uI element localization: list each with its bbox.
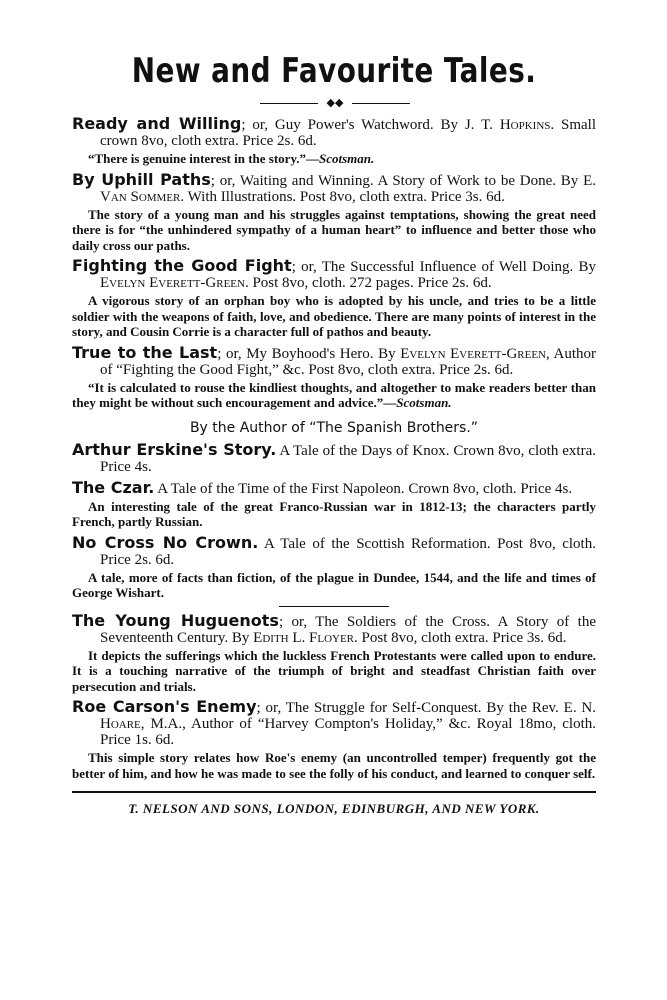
author-subheading: By the Author of “The Spanish Brothers.” [189, 419, 479, 436]
book-description [72, 293, 596, 340]
description-text: “There is genuine interest in the story.”— [88, 151, 319, 166]
book-description [72, 570, 596, 601]
book-description [72, 499, 596, 530]
section-rule [279, 606, 389, 607]
description-text: A tale, more of facts than fiction, of the plague in Dundee, 1544, and the life and times of George Wishart. [72, 569, 596, 600]
book-heading [72, 116, 596, 149]
title-separator: ; [278, 613, 292, 630]
book-details-cont: M.A., Author of “Harvey Compton's Holiday,” &c. Royal 18mo, cloth. Price 1s. 6d. [100, 716, 596, 748]
book-heading [72, 439, 596, 475]
description-text: The story of a young man and his struggles against temptations, showing the great need there is for “the unhindered sympathy of a human heart” to influence and better those who daily cross our paths. [72, 206, 596, 253]
book-details-cont: Small crown 8vo, cloth extra. Price 2s. 6d. [100, 117, 597, 149]
book-title: Ready and Willing [72, 114, 242, 133]
advertisement-page [72, 46, 596, 817]
book-author: Evelyn Everett-Green, [400, 345, 550, 362]
book-entry [72, 532, 596, 601]
book-details: A Tale of the Scottish Reformation. Post 8vo, cloth. Price 2s. 6d. [100, 535, 596, 568]
book-title: The Czar. [72, 477, 155, 497]
book-title: Fighting the Good Fight [72, 256, 292, 275]
book-heading [72, 699, 596, 748]
book-description [72, 207, 596, 254]
book-description [72, 648, 596, 695]
book-entry [72, 116, 596, 167]
book-author: Hoare, [100, 716, 145, 732]
title-separator: ; [256, 700, 266, 716]
book-title: Arthur Erskine's Story. [72, 439, 277, 459]
title-ornament [72, 98, 596, 110]
review-source: Scotsman. [396, 395, 452, 410]
book-heading [72, 610, 597, 646]
ornament-rule-left [260, 103, 318, 104]
publisher-imprint: T. NELSON AND SONS, LONDON, EDINBURGH, AND NEW YORK. [128, 801, 540, 816]
book-details: or, Waiting and Winning. A Story of Work to be Done. By E. [219, 172, 596, 189]
book-author: Edith L. Floyer. [253, 629, 358, 646]
book-author: Hopkins. [499, 117, 555, 133]
book-entry [72, 258, 596, 340]
book-heading [72, 477, 596, 497]
book-title: True to the Last [72, 342, 218, 362]
book-description [72, 380, 596, 411]
footer-rule [72, 791, 596, 793]
book-entry [72, 699, 596, 781]
book-description [72, 151, 596, 167]
description-text: “It is calculated to rouse the kindliest thoughts, and altogether to make readers better than they might be without such encouragement and advice.”— [72, 379, 596, 410]
book-details: or, The Successful Influence of Well Doing. By [301, 259, 597, 275]
book-description [72, 750, 596, 781]
title-separator: ; [291, 259, 302, 275]
description-text: A vigorous story of an orphan boy who is adopted by his uncle, and tries to be a little soldier with the weapons of faith, love, and obedience. There are many points of interest in the story, and Cousin Corrie is a character full of pathos and beauty. [72, 293, 596, 339]
ornament-rule-right [352, 103, 410, 104]
book-details-cont: With Illustrations. Post 8vo, cloth extra. Price 3s. 6d. [184, 188, 505, 205]
book-entry [72, 477, 596, 530]
title-separator: ; [241, 117, 253, 133]
book-list-2 [72, 439, 596, 601]
book-heading [72, 258, 596, 291]
book-list-1 [72, 116, 596, 411]
book-details: or, Guy Power's Watchword. By J. T. [252, 117, 500, 133]
book-details: A Tale of the Days of Knox. Crown 8vo, cloth extra. Price 4s. [100, 442, 596, 475]
book-author: Van Sommer. [100, 188, 185, 205]
book-heading [72, 532, 596, 568]
book-details: or, The Soldiers of the Cross. A Story of the Seventeenth Century. By [100, 613, 597, 646]
review-source: Scotsman. [319, 151, 375, 166]
book-title: No Cross No Crown. [72, 532, 259, 552]
ornament-diamonds: ◆◆ [326, 97, 344, 109]
book-details-cont: Post 8vo, cloth. 272 pages. Price 2s. 6d. [248, 275, 492, 291]
title-separator: ; [210, 172, 220, 189]
page-title: New and Favourite Tales. [131, 51, 537, 91]
description-text: It depicts the sufferings which the luckless French Protestants were called upon to endure. It is a touching narrative of the triumph of bright and steadfast Christian faith over persecution and trials. [72, 647, 596, 694]
description-text: An interesting tale of the great Franco-Russian war in 1812-13; the characters partly French, partly Russian. [72, 498, 596, 529]
book-title: Roe Carson's Enemy [72, 697, 257, 716]
book-author: Evelyn Everett-Green. [100, 275, 249, 291]
book-entry [72, 342, 597, 411]
book-entry [72, 169, 596, 254]
title-separator: ; [217, 345, 226, 362]
book-heading [72, 342, 597, 378]
book-details-cont: Post 8vo, cloth extra. Price 3s. 6d. [357, 629, 567, 646]
book-title: The Young Huguenots [72, 610, 279, 630]
book-entry [72, 610, 597, 695]
book-details: or, The Struggle for Self-Conquest. By the Rev. E. N. [265, 700, 596, 716]
book-details: or, My Boyhood's Hero. By [225, 345, 401, 362]
book-details-cont: Author of “Fighting the Good Fight,” &c. Post 8vo, cloth extra. Price 2s. 6d. [100, 345, 597, 378]
book-heading [72, 169, 596, 205]
book-list-3 [72, 610, 597, 782]
description-text: This simple story relates how Roe's enemy (an uncontrolled temper) frequently got the better of him, and how he was made to see the folly of his conduct, and learned to conquer self. [72, 750, 596, 781]
book-details: A Tale of the Time of the First Napoleon. Crown 8vo, cloth. Price 4s. [157, 480, 573, 497]
book-entry [72, 439, 596, 475]
book-title: By Uphill Paths [72, 169, 211, 189]
